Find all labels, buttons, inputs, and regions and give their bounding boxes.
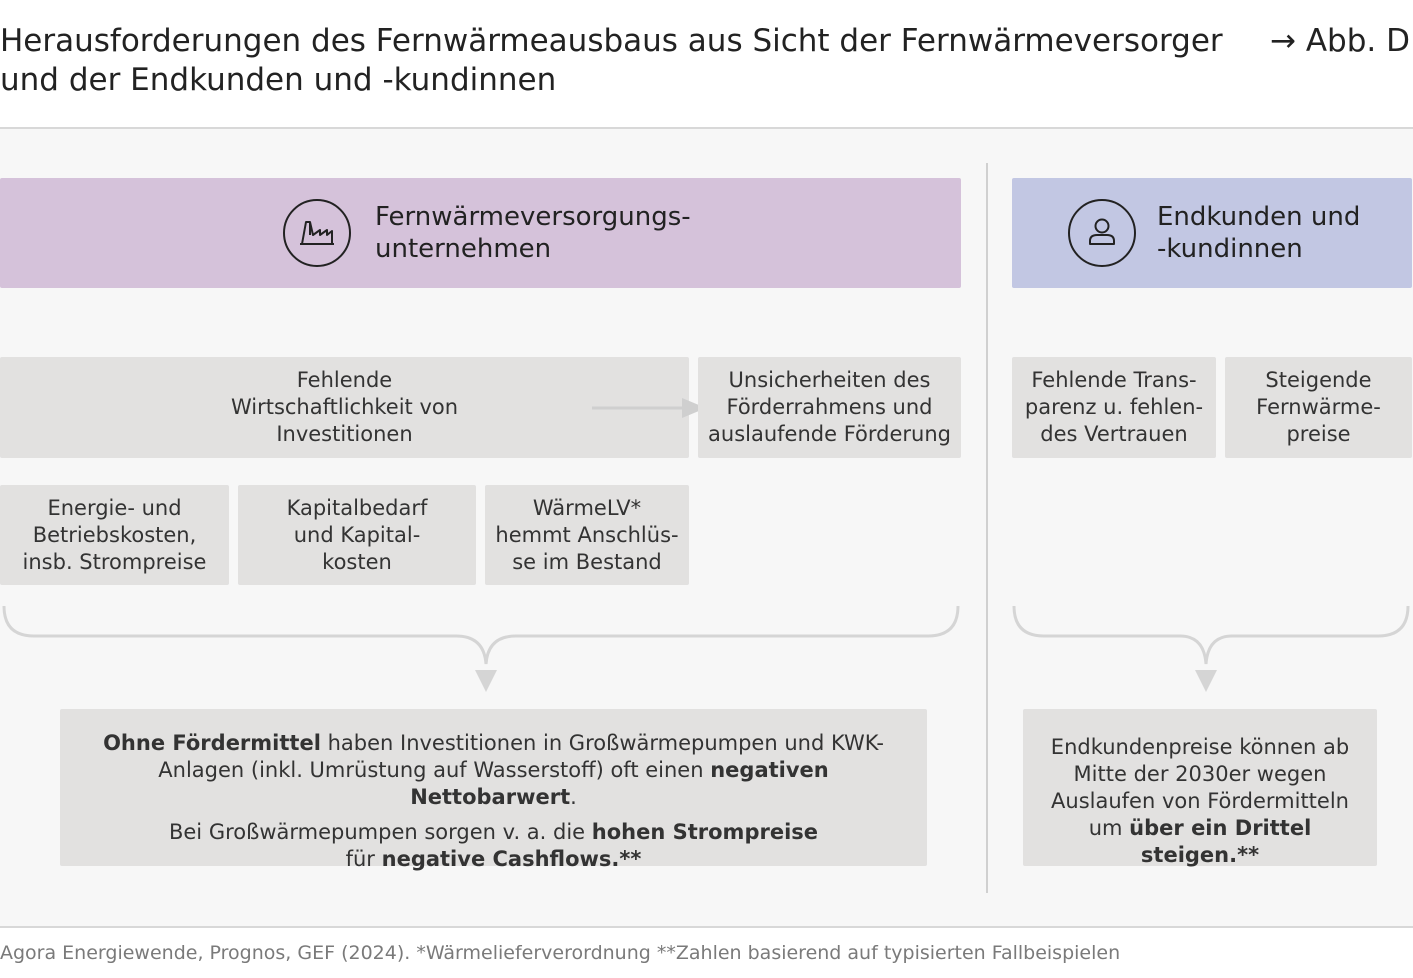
figure-title: Herausforderungen des Fernwärmeausbaus aus Sicht der Fernwärmeversorger und der Endkunden und -kundinnen bbox=[0, 23, 1223, 98]
customers-header-label: Endkunden und -kundinnen bbox=[1157, 202, 1361, 264]
left-brace bbox=[0, 600, 965, 695]
customers-result-text: Endkundenpreise können ab Mitte der 2030er wegen Auslaufen von Fördermitteln um über ein Drittel steigen.** bbox=[1050, 735, 1350, 867]
factory-icon bbox=[283, 199, 351, 267]
arrow-connector bbox=[590, 396, 710, 420]
customers-result-box bbox=[1023, 709, 1377, 866]
utilities-header-label: Fernwärmeversorgungs- unternehmen bbox=[375, 202, 691, 264]
footer-divider bbox=[0, 926, 1413, 928]
source-note: Agora Energiewende, Prognos, GEF (2024). *Wärmelieferverordnung **Zahlen basierend auf typisierten Fallbeispielen bbox=[0, 942, 1121, 964]
transparency-box: Fehlende Trans- parenz u. fehlen- des Vertrauen bbox=[1012, 357, 1216, 458]
customers-header bbox=[1012, 178, 1412, 288]
capital-cost-box: Kapitalbedarf und Kapital- kosten bbox=[238, 485, 476, 585]
result-paragraph-2: Bei Großwärmepumpen sorgen v. a. die hohen Strompreise für negative Cashflows.** bbox=[168, 820, 819, 871]
main-challenge-text: Fehlende Wirtschaftlichkeit von Investitionen bbox=[230, 368, 459, 446]
right-brace bbox=[1008, 600, 1413, 695]
utilities-result-box bbox=[60, 709, 927, 871]
result-paragraph-1: Ohne Fördermittel haben Investitionen in Großwärmepumpen und KWK-Anlagen (inkl. Umrüstung auf Wasserstoff) oft einen negativen Nettobarwert. bbox=[103, 731, 884, 809]
rising-prices-box: Steigende Fernwärme- preise bbox=[1225, 357, 1412, 458]
figure-reference[interactable]: → Abb. D bbox=[1270, 23, 1410, 59]
utilities-header bbox=[0, 178, 961, 288]
waermelv-box: WärmeLV* hemmt Anschlüs- se im Bestand bbox=[485, 485, 689, 585]
energy-cost-box: Energie- und Betriebskosten, insb. Strompreise bbox=[0, 485, 229, 585]
group-divider bbox=[986, 163, 988, 893]
main-challenge-box bbox=[0, 357, 689, 458]
funding-uncertainty-box: Unsicherheiten des Förderrahmens und auslaufende Förderung bbox=[698, 357, 961, 458]
person-icon bbox=[1068, 199, 1136, 267]
